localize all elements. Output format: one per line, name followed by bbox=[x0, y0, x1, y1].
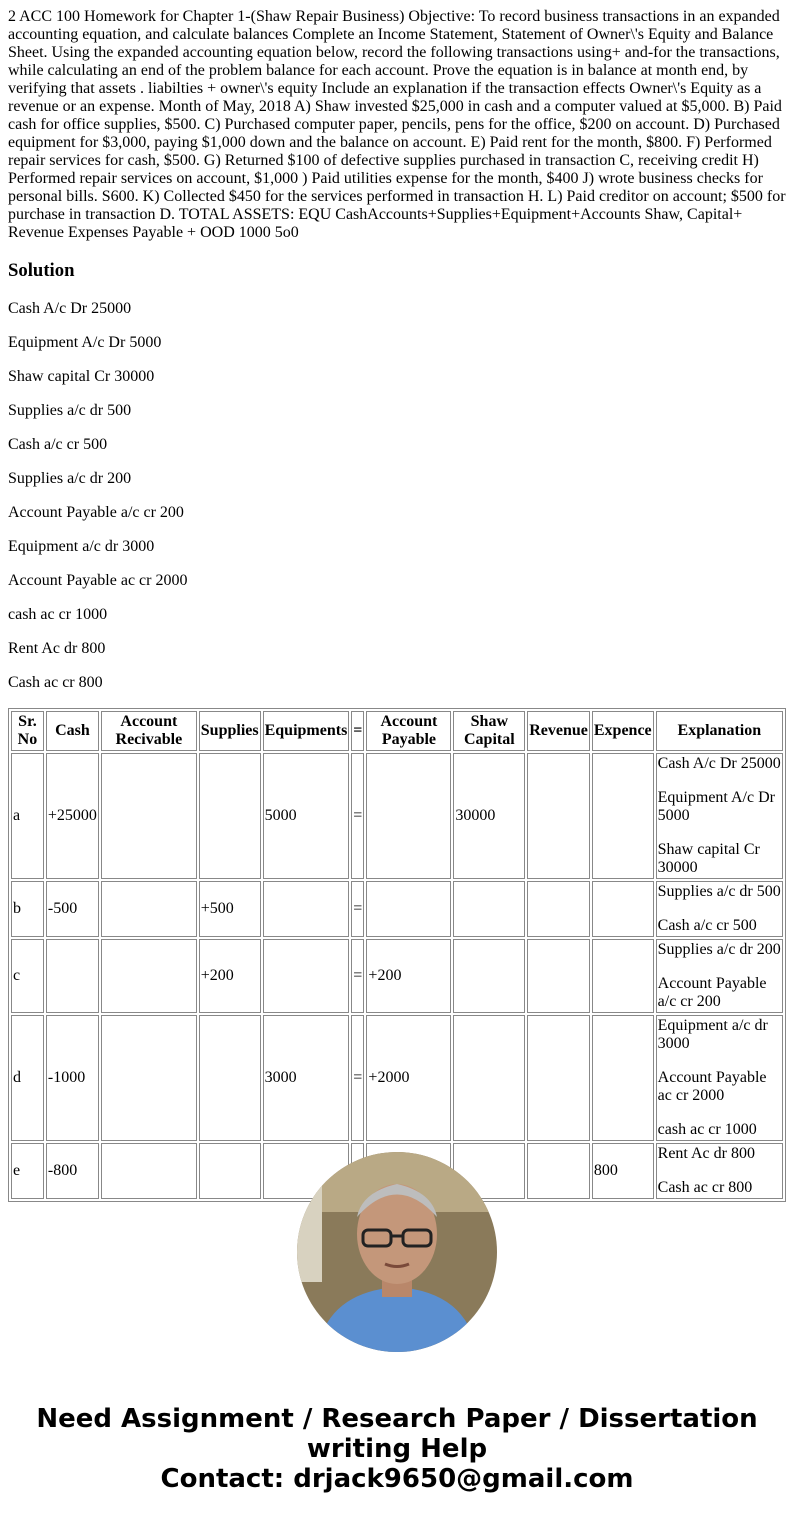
table-cell bbox=[527, 1143, 590, 1199]
table-cell: c bbox=[11, 939, 44, 1013]
table-cell bbox=[199, 753, 261, 879]
table-cell: 3000 bbox=[263, 1015, 350, 1141]
journal-entry: Supplies a/c dr 500 bbox=[8, 402, 132, 419]
table-cell bbox=[46, 939, 99, 1013]
table-header-row bbox=[11, 711, 783, 751]
table-cell bbox=[527, 1015, 590, 1141]
column-header: Account Payable bbox=[366, 711, 451, 751]
table-cell: 30000 bbox=[453, 753, 525, 879]
table-cell: +200 bbox=[199, 939, 261, 1013]
footer-line-1: Need Assignment / Research Paper / Dissertation writing Help bbox=[36, 1404, 758, 1464]
explanation-line: Rent Ac dr 800 bbox=[657, 1145, 755, 1162]
table-row bbox=[11, 881, 783, 937]
explanation-line: Cash A/c Dr 25000 bbox=[657, 755, 781, 772]
table-cell bbox=[453, 881, 525, 937]
journal-entry: Shaw capital Cr 30000 bbox=[8, 368, 155, 385]
explanation-cell bbox=[656, 753, 783, 879]
column-header: Sr. No bbox=[11, 711, 44, 751]
table-cell bbox=[101, 753, 197, 879]
explanation-line: Account Payable ac cr 2000 bbox=[657, 1069, 767, 1104]
explanation-line: Equipment a/c dr 3000 bbox=[657, 1017, 768, 1052]
journal-entry: cash ac cr 1000 bbox=[8, 606, 108, 623]
journal-entry: Supplies a/c dr 200 bbox=[8, 470, 132, 487]
journal-entry: Account Payable a/c cr 200 bbox=[8, 504, 184, 521]
explanation-cell bbox=[656, 881, 783, 937]
table-cell: 800 bbox=[592, 1143, 654, 1199]
table-cell bbox=[101, 1015, 197, 1141]
table-cell: +2000 bbox=[366, 1015, 451, 1141]
table-cell: +200 bbox=[366, 939, 451, 1013]
footer-promo bbox=[8, 1404, 786, 1494]
table-cell bbox=[101, 939, 197, 1013]
explanation-cell bbox=[656, 939, 783, 1013]
explanation-cell bbox=[656, 1015, 783, 1141]
solution-heading: Solution bbox=[8, 260, 75, 281]
table-cell: +500 bbox=[199, 881, 261, 937]
journal-entries bbox=[8, 300, 786, 692]
column-header: Revenue bbox=[527, 711, 590, 751]
table-cell: a bbox=[11, 753, 44, 879]
accounting-equation-table bbox=[8, 708, 786, 1202]
table-cell bbox=[263, 881, 350, 937]
table-cell bbox=[592, 1015, 654, 1141]
table-cell bbox=[527, 753, 590, 879]
question-text: 2 ACC 100 Homework for Chapter 1-(Shaw Repair Business) Objective: To record business transactions in an expanded accounting equation, and calculate balances Complete an Income Statement, Statement of Owner\'s Equity and Balance Sheet. Using the expanded accounting equation below, record the following transactions using+ and-for the transactions, while calculating an end of the problem balance for each account. Prove the equation is in balance at month end, by verifying that assets . liabilties + owner\'s equity Include an explanation if the transaction effects Owner\'s Equity as a revenue or an expense. Month of May, 2018 A) Shaw invested $25,000 in cash and a computer valued at $5,000. B) Paid cash for office supplies, $500. C) Purchased computer paper, pencils, pens for the office, $200 on account. D) Purchased equipment for $3,000, paying $1,000 down and the balance on account. E) Paid rent for the month, $800. F) Performed repair services for cash, $500. G) Returned $100 of defective supplies purchased in transaction C, receiving credit H) Performed repair services on account, $1,000 ) Paid utilities expense for the month, $400 J) wrote business checks for personal bills. S600. K) Collected $450 for the services performed in transaction H. L) Paid creditor on account; $500 for purchase in transaction D. TOTAL ASSETS: EQU CashAccounts+Supplies+Equipment+Accounts Shaw, Capital+ Revenue Expenses Payable + OOD 1000 5o0 bbox=[8, 8, 786, 241]
table-cell bbox=[592, 881, 654, 937]
content-area bbox=[8, 8, 786, 1196]
column-header: Equipments bbox=[263, 711, 350, 751]
journal-entry: Cash ac cr 800 bbox=[8, 674, 103, 691]
journal-entry: Equipment a/c dr 3000 bbox=[8, 538, 155, 555]
author-avatar bbox=[297, 1152, 497, 1352]
explanation-line: Supplies a/c dr 200 bbox=[657, 941, 781, 958]
table-cell: -1000 bbox=[46, 1015, 99, 1141]
table-cell bbox=[199, 1143, 261, 1199]
explanation-line: Cash ac cr 800 bbox=[657, 1179, 753, 1196]
explanation-line: Supplies a/c dr 500 bbox=[657, 883, 781, 900]
explanation-line: Equipment A/c Dr 5000 bbox=[657, 789, 775, 824]
table-cell bbox=[101, 1143, 197, 1199]
table-cell: b bbox=[11, 881, 44, 937]
table-cell bbox=[527, 939, 590, 1013]
table-cell bbox=[263, 939, 350, 1013]
table-cell: = bbox=[351, 939, 364, 1013]
table-cell bbox=[199, 1015, 261, 1141]
table-cell bbox=[366, 753, 451, 879]
table-cell bbox=[101, 881, 197, 937]
journal-entry: Account Payable ac cr 2000 bbox=[8, 572, 188, 589]
explanation-cell bbox=[656, 1143, 783, 1199]
table-cell bbox=[366, 881, 451, 937]
table-cell: = bbox=[351, 753, 364, 879]
table-cell: -500 bbox=[46, 881, 99, 937]
column-header: Cash bbox=[46, 711, 99, 751]
table-row bbox=[11, 1015, 783, 1141]
table-cell bbox=[453, 939, 525, 1013]
table-cell: = bbox=[351, 881, 364, 937]
column-header: Expence bbox=[592, 711, 654, 751]
table-cell: 5000 bbox=[263, 753, 350, 879]
journal-entry: Equipment A/c Dr 5000 bbox=[8, 334, 162, 351]
table-cell: = bbox=[351, 1015, 364, 1141]
column-header: Account Recivable bbox=[101, 711, 197, 751]
journal-entry: Cash A/c Dr 25000 bbox=[8, 300, 132, 317]
footer-contact[interactable]: Contact: drjack9650@gmail.com bbox=[160, 1464, 634, 1494]
table-row bbox=[11, 753, 783, 879]
column-header: = bbox=[351, 711, 364, 751]
table-cell: e bbox=[11, 1143, 44, 1199]
table-cell: d bbox=[11, 1015, 44, 1141]
column-header: Explanation bbox=[656, 711, 783, 751]
table-cell bbox=[527, 881, 590, 937]
table-cell bbox=[592, 939, 654, 1013]
journal-entry: Rent Ac dr 800 bbox=[8, 640, 106, 657]
explanation-line: cash ac cr 1000 bbox=[657, 1121, 757, 1138]
column-header: Shaw Capital bbox=[453, 711, 525, 751]
journal-entry: Cash a/c cr 500 bbox=[8, 436, 108, 453]
column-header: Supplies bbox=[199, 711, 261, 751]
explanation-line: Cash a/c cr 500 bbox=[657, 917, 757, 934]
table-row bbox=[11, 939, 783, 1013]
explanation-line: Account Payable a/c cr 200 bbox=[657, 975, 767, 1010]
table-cell: +25000 bbox=[46, 753, 99, 879]
table-cell bbox=[453, 1015, 525, 1141]
explanation-line: Shaw capital Cr 30000 bbox=[657, 841, 760, 876]
table-cell bbox=[592, 753, 654, 879]
table-cell: -800 bbox=[46, 1143, 99, 1199]
